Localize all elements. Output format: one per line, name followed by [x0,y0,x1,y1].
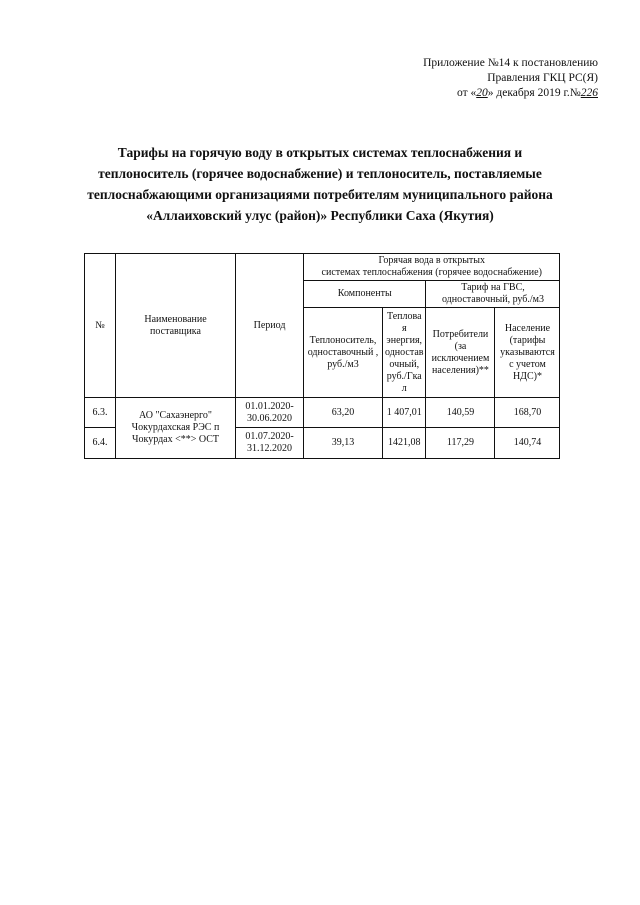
period-end: 31.12.2020 [247,443,292,454]
title-line-4: «Аллаиховский улус (район)» Республики Саха (Якутия) [146,208,494,223]
appendix-line-3 [423,86,598,101]
row-no: 6.3. [85,398,116,428]
row-period [236,428,304,459]
table-row [85,398,560,428]
row-carrier: 39,13 [304,428,383,459]
document-title [70,142,570,226]
appendix-line-1: Приложение №14 к постановлению [423,57,598,69]
header-hot-water-line-1: Горячая вода в открытых [378,255,486,266]
row-consumers: 117,29 [426,428,495,459]
row-period [236,398,304,428]
appendix-line-2: Правления ГКЦ РС(Я) [487,72,598,84]
supplier-name: АО "Сахаэнерго" Чокурдахская РЭС п Чокурдах <**> ОСТ [116,398,236,459]
date-middle: » декабря 2019 г.№ [487,87,581,99]
row-energy: 1 407,01 [383,398,426,428]
header-hot-water [304,254,560,281]
header-carrier: Теплоноситель, одноставочный , руб./м3 [304,308,383,398]
period-end: 30.06.2020 [247,412,292,424]
header-tariff-gvs [426,281,560,308]
header-hot-water-line-2: системах теплоснабжения (горячее водоснабжение) [321,267,542,278]
header-tariff-line-2: одноставочный, руб./м3 [441,294,544,305]
period-start: 01.07.2020- [245,431,294,442]
header-period: Период [236,254,304,398]
header-components: Компоненты [304,281,426,308]
tariff-table [84,253,560,459]
handwritten-day: 20 [476,87,488,99]
handwritten-number: 226 [580,87,598,99]
period-start: 01.01.2020- [245,400,294,412]
row-population: 168,70 [495,398,560,428]
header-population: Население (тарифы указываются с учетом НДС)* [495,308,560,398]
title-line-1: Тарифы на горячую воду в открытых системах теплоснабжения и [117,145,523,160]
header-consumers: Потребители (за исключением населения)** [426,308,495,398]
header-supplier: Наименование поставщика [116,254,236,398]
date-prefix: от « [456,87,477,99]
title-line-2: теплоноситель (горячее водоснабжение) и теплоноситель, поставляемые [98,166,542,181]
header-energy: Теплова я энергия, одностав очный, руб./Гка л [383,308,426,398]
title-line-3: теплоснабжающими организациями потребителям муниципального района [87,187,553,202]
row-no: 6.4. [85,428,116,459]
header-no: № [85,254,116,398]
row-population: 140,74 [495,428,560,459]
appendix-header [423,56,598,101]
row-consumers: 140,59 [426,398,495,428]
header-tariff-line-1: Тариф на ГВС, [461,282,525,293]
row-energy: 1421,08 [383,428,426,459]
row-carrier: 63,20 [304,398,383,428]
